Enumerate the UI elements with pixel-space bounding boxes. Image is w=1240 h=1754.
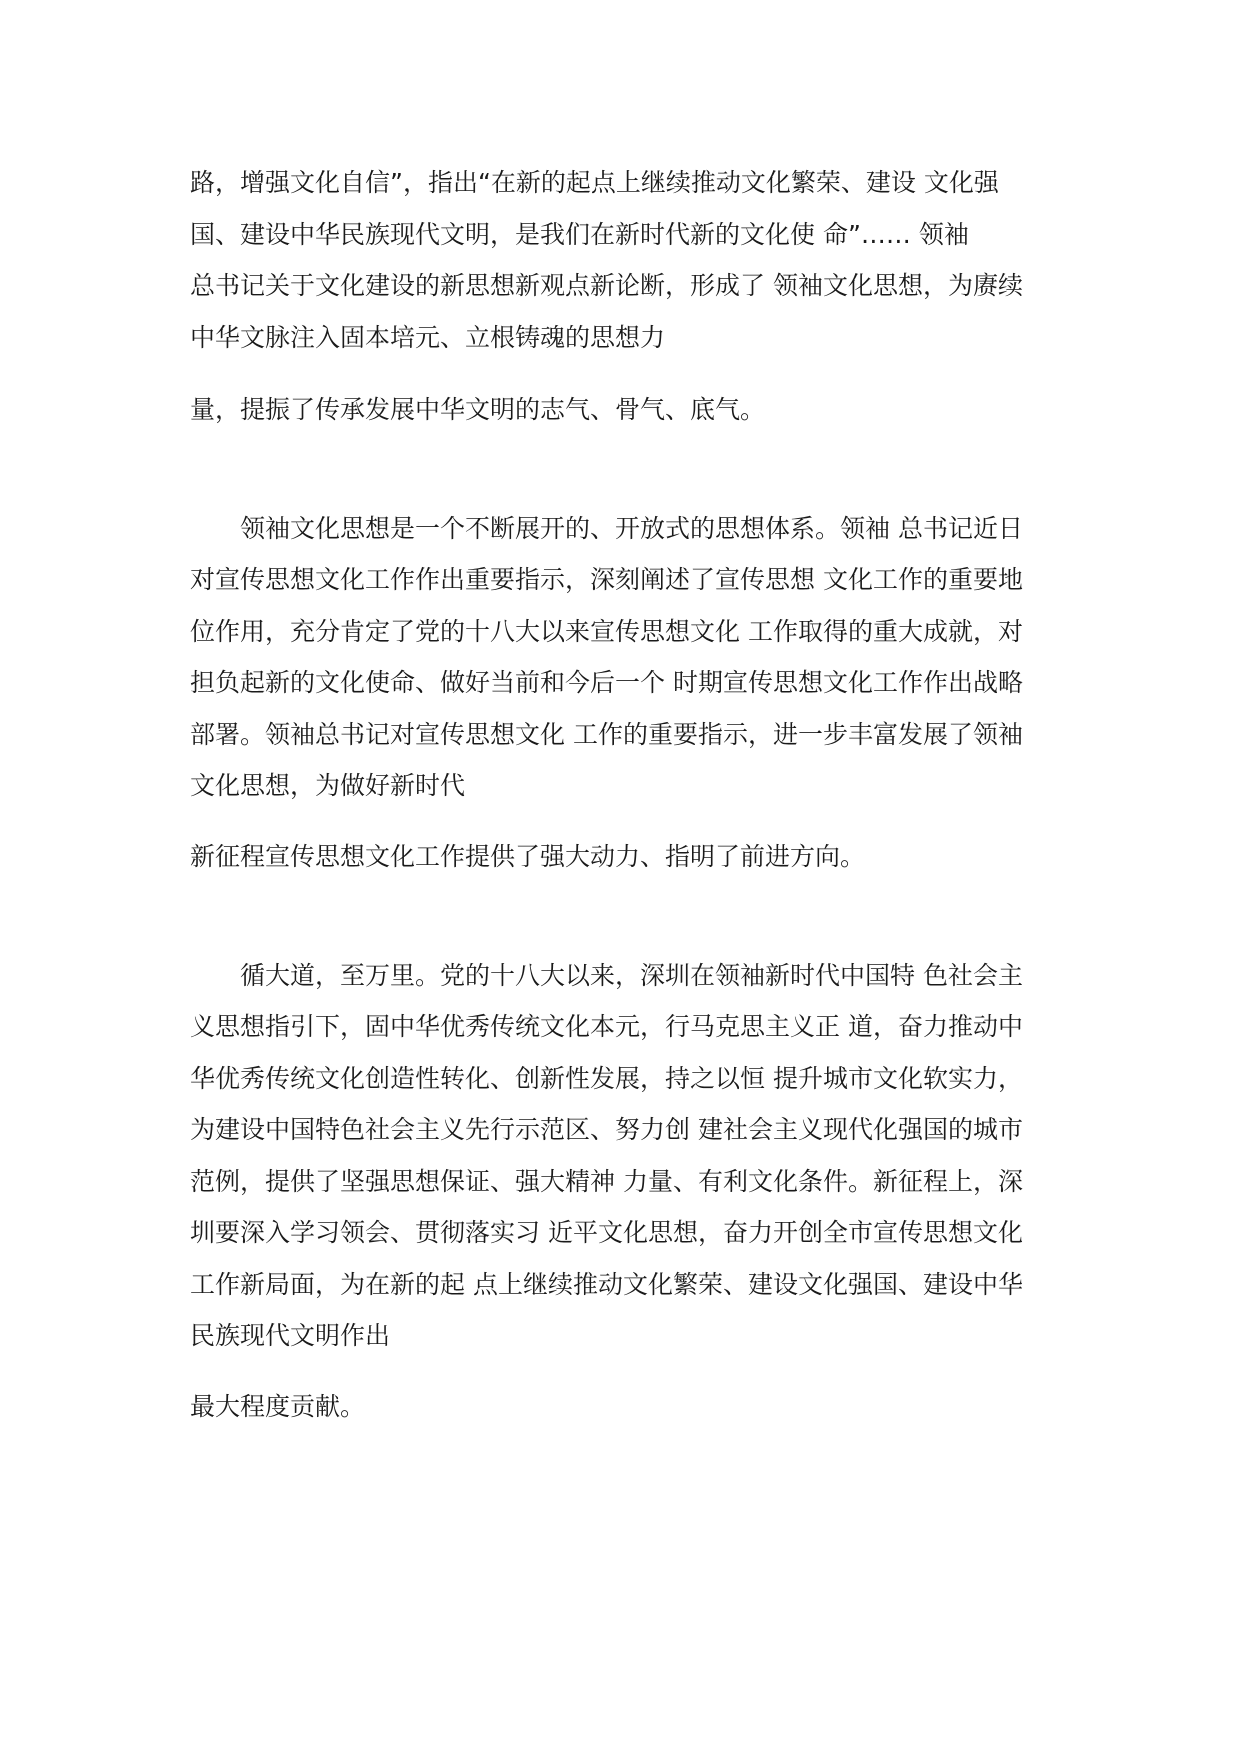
paragraph-2-line-7: 新征程宣传思想文化工作提供了强大动力、指明了前进方向。 xyxy=(190,842,866,871)
paragraph-1-line-5: 量，提振了传承发展中华文明的志气、骨气、底气。 xyxy=(190,395,766,424)
paragraph-3-line-2: 义思想指引下，固中华优秀传统文化本元，行马克思主义正 道，奋力推动中 xyxy=(190,1012,1023,1041)
paragraph-1-line-3: 总书记关于文化建设的新思想新观点新论断，形成了 领袖文化思想，为赓续 xyxy=(190,271,1023,300)
paragraph-3-line-8: 民族现代文明作出 xyxy=(190,1321,391,1350)
paragraph-2-line-6: 文化思想，为做好新时代 xyxy=(190,771,466,800)
paragraph-1-line-1: 路，增强文化自信”，指出“在新的起点上继续推动文化繁荣、建设 文化强 xyxy=(190,168,999,197)
paragraph-3-line-7: 工作新局面，为在新的起 点上继续推动文化繁荣、建设文化强国、建设中华 xyxy=(190,1270,1023,1299)
paragraph-3-line-9: 最大程度贡献。 xyxy=(190,1392,366,1421)
paragraph-2-line-4: 担负起新的文化使命、做好当前和今后一个 时期宣传思想文化工作作出战略 xyxy=(190,668,1023,697)
paragraph-3-line-6: 圳要深入学习领会、贯彻落实习 近平文化思想，奋力开创全市宣传思想文化 xyxy=(190,1218,1023,1247)
paragraph-1-line-4: 中华文脉注入固本培元、立根铸魂的思想力 xyxy=(190,323,666,352)
paragraph-2-line-5: 部署。领袖总书记对宣传思想文化 工作的重要指示，进一步丰富发展了领袖 xyxy=(190,720,1023,749)
paragraph-3-line-3: 华优秀传统文化创造性转化、创新性发展，持之以恒 提升城市文化软实力， xyxy=(190,1064,1023,1093)
paragraph-2-line-1: 领袖文化思想是一个不断展开的、开放式的思想体系。领袖 总书记近日 xyxy=(240,514,1023,543)
paragraph-3-line-1: 循大道，至万里。党的十八大以来，深圳在领袖新时代中国特 色社会主 xyxy=(240,961,1023,990)
paragraph-1-line-2: 国、建设中华民族现代文明，是我们在新时代新的文化使 命”…… 领袖 xyxy=(190,220,969,249)
paragraph-2-line-2: 对宣传思想文化工作作出重要指示，深刻阐述了宣传思想 文化工作的重要地 xyxy=(190,565,1023,594)
paragraph-3-line-4: 为建设中国特色社会主义先行示范区、努力创 建社会主义现代化强国的城市 xyxy=(190,1115,1023,1144)
paragraph-3-line-5: 范例，提供了坚强思想保证、强大精神 力量、有利文化条件。新征程上，深 xyxy=(190,1167,1023,1196)
paragraph-2-line-3: 位作用，充分肯定了党的十八大以来宣传思想文化 工作取得的重大成就，对 xyxy=(190,617,1023,646)
